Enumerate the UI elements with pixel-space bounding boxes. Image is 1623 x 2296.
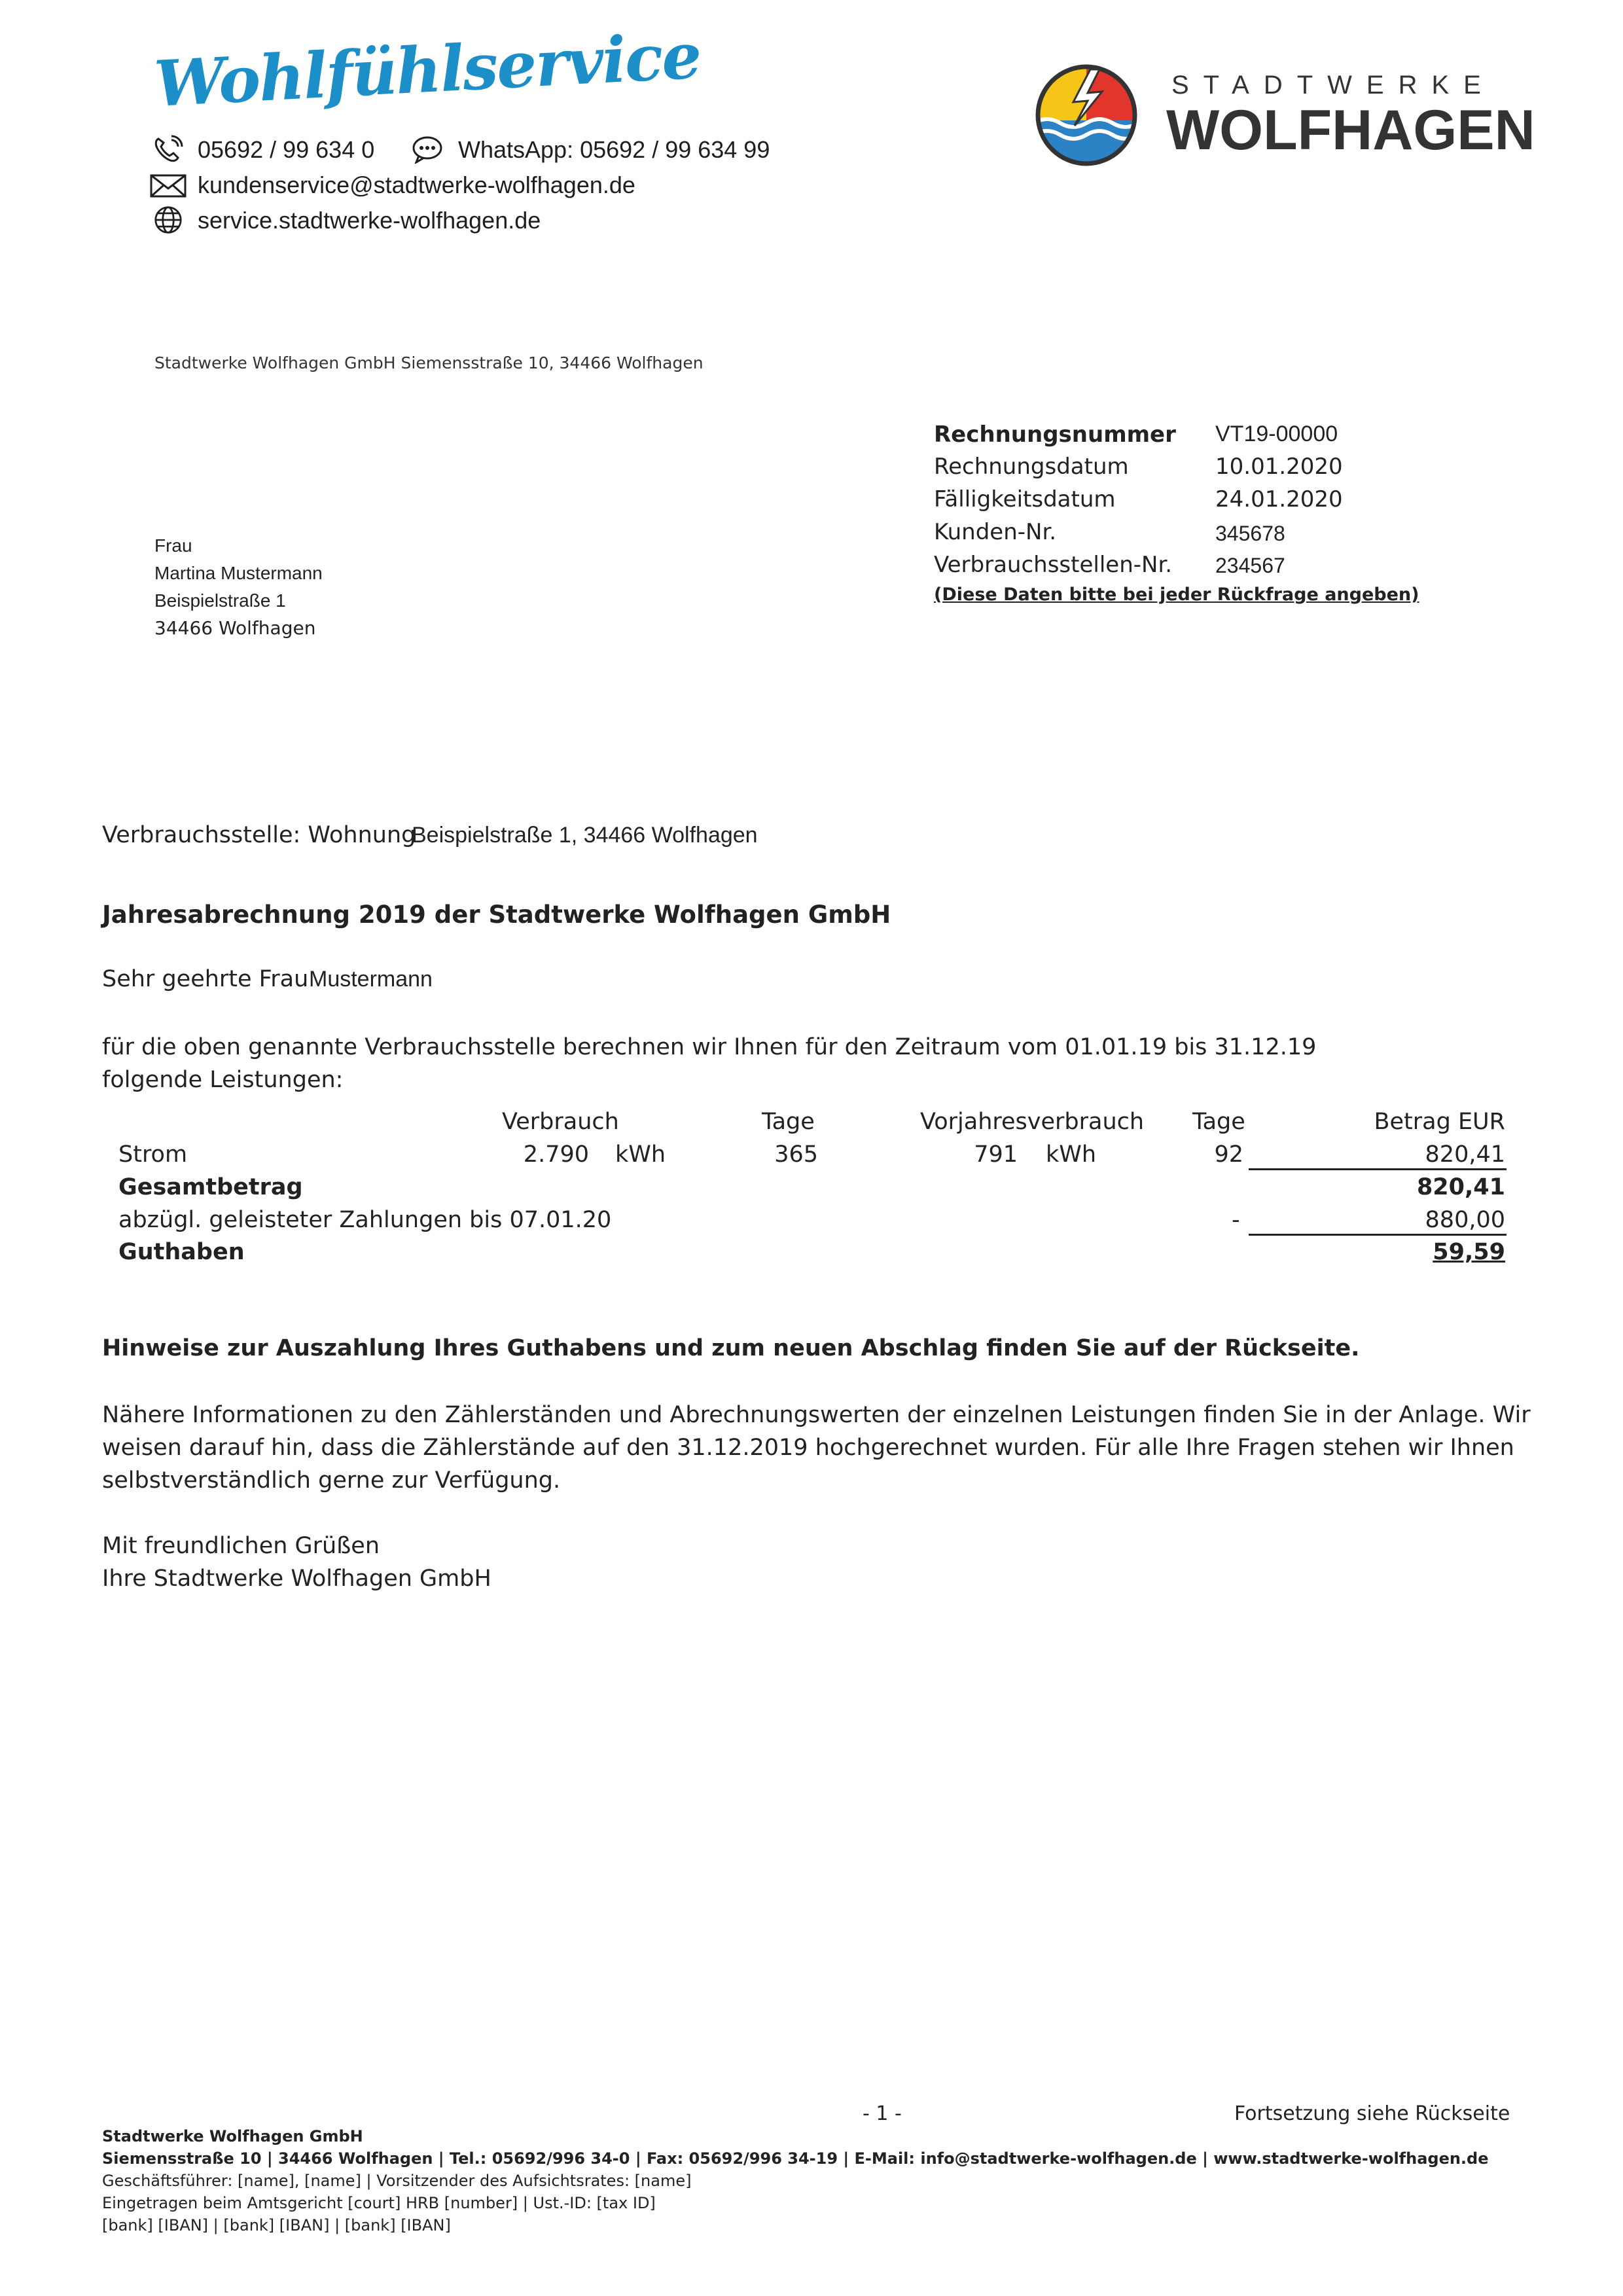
customer-number-label: Kunden-Nr.	[934, 519, 1057, 545]
recipient-salutation: Frau	[154, 535, 192, 556]
header-amount: Betrag EUR	[1374, 1109, 1505, 1135]
closing-line-2: Ihre Stadtwerke Wolfhagen GmbH	[102, 1566, 491, 1592]
payout-notice: Hinweise zur Auszahlung Ihres Guthabens und zum neuen Abschlag finden Sie auf der Rückseite.	[102, 1335, 1360, 1361]
row-consumption: 2.790	[523, 1141, 589, 1168]
header-days: Tage	[762, 1109, 815, 1135]
intro-line-1: für die oben genannte Verbrauchsstelle berechnen wir Ihnen für den Zeitraum vom 01.01.19 bis 31.12.19	[102, 1034, 1317, 1060]
invoice-number-label: Rechnungsnummer	[934, 422, 1176, 448]
brand-wordmark: Wohlfühlservice	[152, 18, 702, 121]
footer-bank: [bank] [IBAN] | [bank] [IBAN] | [bank] [IBAN]	[102, 2216, 451, 2234]
payments-amount: 880,00	[1425, 1207, 1505, 1233]
sender-line: Stadtwerke Wolfhagen GmbH Siemensstraße 10, 34466 Wolfhagen	[154, 353, 704, 372]
recipient-city: 34466 Wolfhagen	[154, 617, 316, 639]
invoice-number: VT19-00000	[1215, 422, 1338, 446]
greeting-name: Mustermann	[309, 967, 433, 992]
greeting-prefix: Sehr geehrte Frau	[102, 966, 309, 992]
row-prev-days: 92	[1214, 1141, 1243, 1168]
consumption-point-number: 234567	[1215, 554, 1285, 577]
info-line-3: selbstverständlich gerne zur Verfügung.	[102, 1467, 561, 1494]
logo-main-text: WOLFHAGEN	[1166, 99, 1535, 162]
website-link[interactable]: service.stadtwerke-wolfhagen.de	[198, 207, 541, 234]
closing-line-1: Mit freundlichen Grüßen	[102, 1533, 380, 1559]
info-line-1: Nähere Informationen zu den Zählerständen und Abrechnungswerten der einzelnen Leistungen finden Sie in der Anlage. Wir	[102, 1402, 1531, 1428]
credit-label: Guthaben	[118, 1239, 245, 1265]
footer-company: Stadtwerke Wolfhagen GmbH	[102, 2127, 363, 2145]
header-consumption: Verbrauch	[502, 1109, 619, 1135]
info-line-2: weisen darauf hin, dass die Zählerstände auf den 31.12.2019 hochgerechnet wurden. Für alle Ihre Fragen stehen wir Ihnen	[102, 1435, 1514, 1461]
row-prev-unit: kWh	[1046, 1141, 1097, 1168]
recipient-street: Beispielstraße 1	[154, 590, 286, 611]
whatsapp-number[interactable]: WhatsApp: 05692 / 99 634 99	[458, 136, 770, 163]
email-link[interactable]: kundenservice@stadtwerke-wolfhagen.de	[198, 171, 635, 198]
invoice-date: 10.01.2020	[1215, 454, 1343, 480]
row-amount: 820,41	[1425, 1141, 1505, 1168]
due-date-label: Fälligkeitsdatum	[934, 486, 1116, 512]
intro-line-2: folgende Leistungen:	[102, 1067, 344, 1093]
globe-icon	[152, 206, 185, 234]
total-divider	[1249, 1234, 1507, 1236]
phone-number[interactable]: 05692 / 99 634 0	[198, 136, 375, 163]
page-title: Jahresabrechnung 2019 der Stadtwerke Wolfhagen GmbH	[102, 901, 891, 929]
page-number: - 1 -	[863, 2102, 902, 2125]
due-date: 24.01.2020	[1215, 486, 1343, 512]
consumption-site-label: Verbrauchsstelle: Wohnung	[102, 822, 416, 848]
reference-note: (Diese Daten bitte bei jeder Rückfrage angeben)	[934, 584, 1419, 605]
phone-icon	[152, 135, 185, 164]
consumption-site-address: Beispielstraße 1, 34466 Wolfhagen	[412, 823, 758, 848]
stadtwerke-logo-icon	[1034, 63, 1139, 168]
row-prev-consumption: 791	[974, 1141, 1018, 1168]
header-prev-days: Tage	[1192, 1109, 1245, 1135]
recipient-name: Martina Mustermann	[154, 563, 323, 583]
logo-top-text: STADTWERKE	[1171, 71, 1495, 99]
total-label: Gesamtbetrag	[118, 1174, 303, 1200]
header-prev-consumption: Vorjahresverbrauch	[920, 1109, 1145, 1135]
mail-icon	[149, 171, 187, 200]
invoice-date-label: Rechnungsdatum	[934, 454, 1129, 480]
consumption-point-label: Verbrauchsstellen-Nr.	[934, 552, 1173, 578]
total-amount: 820,41	[1416, 1174, 1505, 1200]
payments-label: abzügl. geleisteter Zahlungen bis 07.01.20	[118, 1207, 612, 1233]
credit-amount: 59,59	[1433, 1239, 1505, 1265]
payments-sign: -	[1232, 1207, 1240, 1233]
footer-contact: Siemensstraße 10 | 34466 Wolfhagen | Tel.: 05692/996 34-0 | Fax: 05692/996 34-19 | E-Mail: info@stadtwerke-wolfhagen.de | www.stadtwerke-wolfhagen.de	[102, 2149, 1489, 2168]
customer-number: 345678	[1215, 522, 1285, 545]
chat-icon	[411, 135, 444, 164]
footer-managers: Geschäftsführer: [name], [name] | Vorsitzender des Aufsichtsrates: [name]	[102, 2172, 692, 2190]
row-unit: kWh	[615, 1141, 666, 1168]
subtotal-divider	[1249, 1168, 1507, 1170]
continuation-note: Fortsetzung siehe Rückseite	[1234, 2102, 1510, 2125]
row-label: Strom	[118, 1141, 188, 1168]
row-days: 365	[774, 1141, 818, 1168]
footer-register: Eingetragen beim Amtsgericht [court] HRB [number] | Ust.-ID: [tax ID]	[102, 2194, 656, 2212]
